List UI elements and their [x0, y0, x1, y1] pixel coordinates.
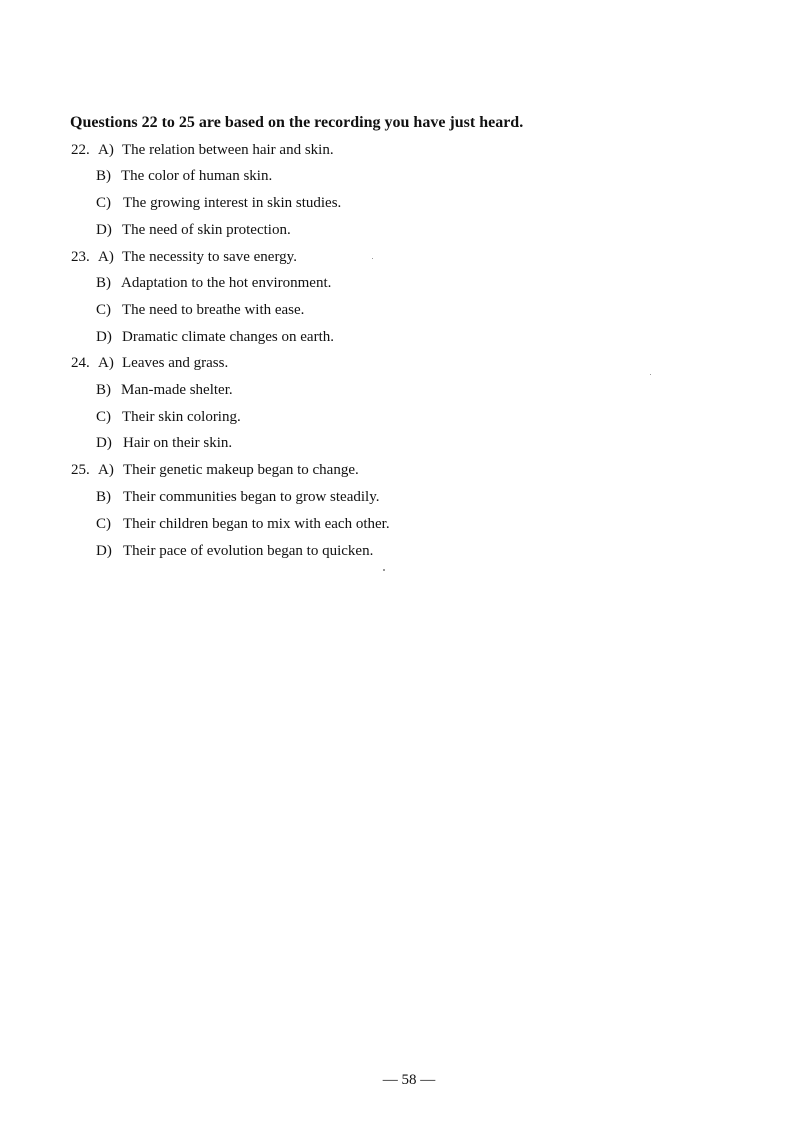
option-text: Dramatic climate changes on earth.: [122, 329, 334, 345]
option-letter: D): [96, 329, 112, 345]
option-letter: B): [96, 275, 111, 291]
option-letter: A): [98, 142, 114, 158]
scan-speck: [650, 374, 651, 375]
scan-speck: [372, 258, 373, 259]
option-letter: B): [96, 168, 111, 184]
option-text: Their children began to mix with each other.: [123, 516, 390, 532]
option-text: Their genetic makeup began to change.: [123, 462, 359, 478]
option-letter: B): [96, 382, 111, 398]
option-letter: A): [98, 249, 114, 265]
question-number: 25.: [71, 462, 90, 478]
option-letter: D): [96, 543, 112, 559]
option-text: Adaptation to the hot environment.: [121, 275, 332, 291]
option-text: Their communities began to grow steadily.: [123, 489, 380, 505]
option-text: Hair on their skin.: [123, 435, 233, 451]
option-letter: D): [96, 222, 112, 238]
option-text: Leaves and grass.: [122, 355, 229, 371]
option-letter: C): [96, 302, 111, 318]
scan-speck: [383, 569, 385, 571]
option-text: Their skin coloring.: [122, 409, 241, 425]
page-number: [0, 1072, 800, 1089]
option-text: The growing interest in skin studies.: [123, 195, 342, 211]
option-letter: A): [98, 462, 114, 478]
option-text: Man-made shelter.: [121, 382, 233, 398]
option-letter: C): [96, 195, 111, 211]
option-text: The need to breathe with ease.: [122, 302, 305, 318]
option-text: The relation between hair and skin.: [122, 142, 334, 158]
option-letter: D): [96, 435, 112, 451]
question-number: 22.: [71, 142, 90, 158]
option-text: The need of skin protection.: [122, 222, 291, 238]
option-letter: C): [96, 409, 111, 425]
option-text: The color of human skin.: [121, 168, 273, 184]
question-number: 24.: [71, 355, 90, 371]
section-heading: Questions 22 to 25 are based on the recording you have just heard.: [70, 114, 524, 131]
option-text: The necessity to save energy.: [122, 249, 297, 265]
option-text: Their pace of evolution began to quicken.: [123, 543, 374, 559]
option-letter: B): [96, 489, 111, 505]
option-letter: C): [96, 516, 111, 532]
page-number-text: — 58 —: [382, 1072, 436, 1088]
question-number: 23.: [71, 249, 90, 265]
option-letter: A): [98, 355, 114, 371]
